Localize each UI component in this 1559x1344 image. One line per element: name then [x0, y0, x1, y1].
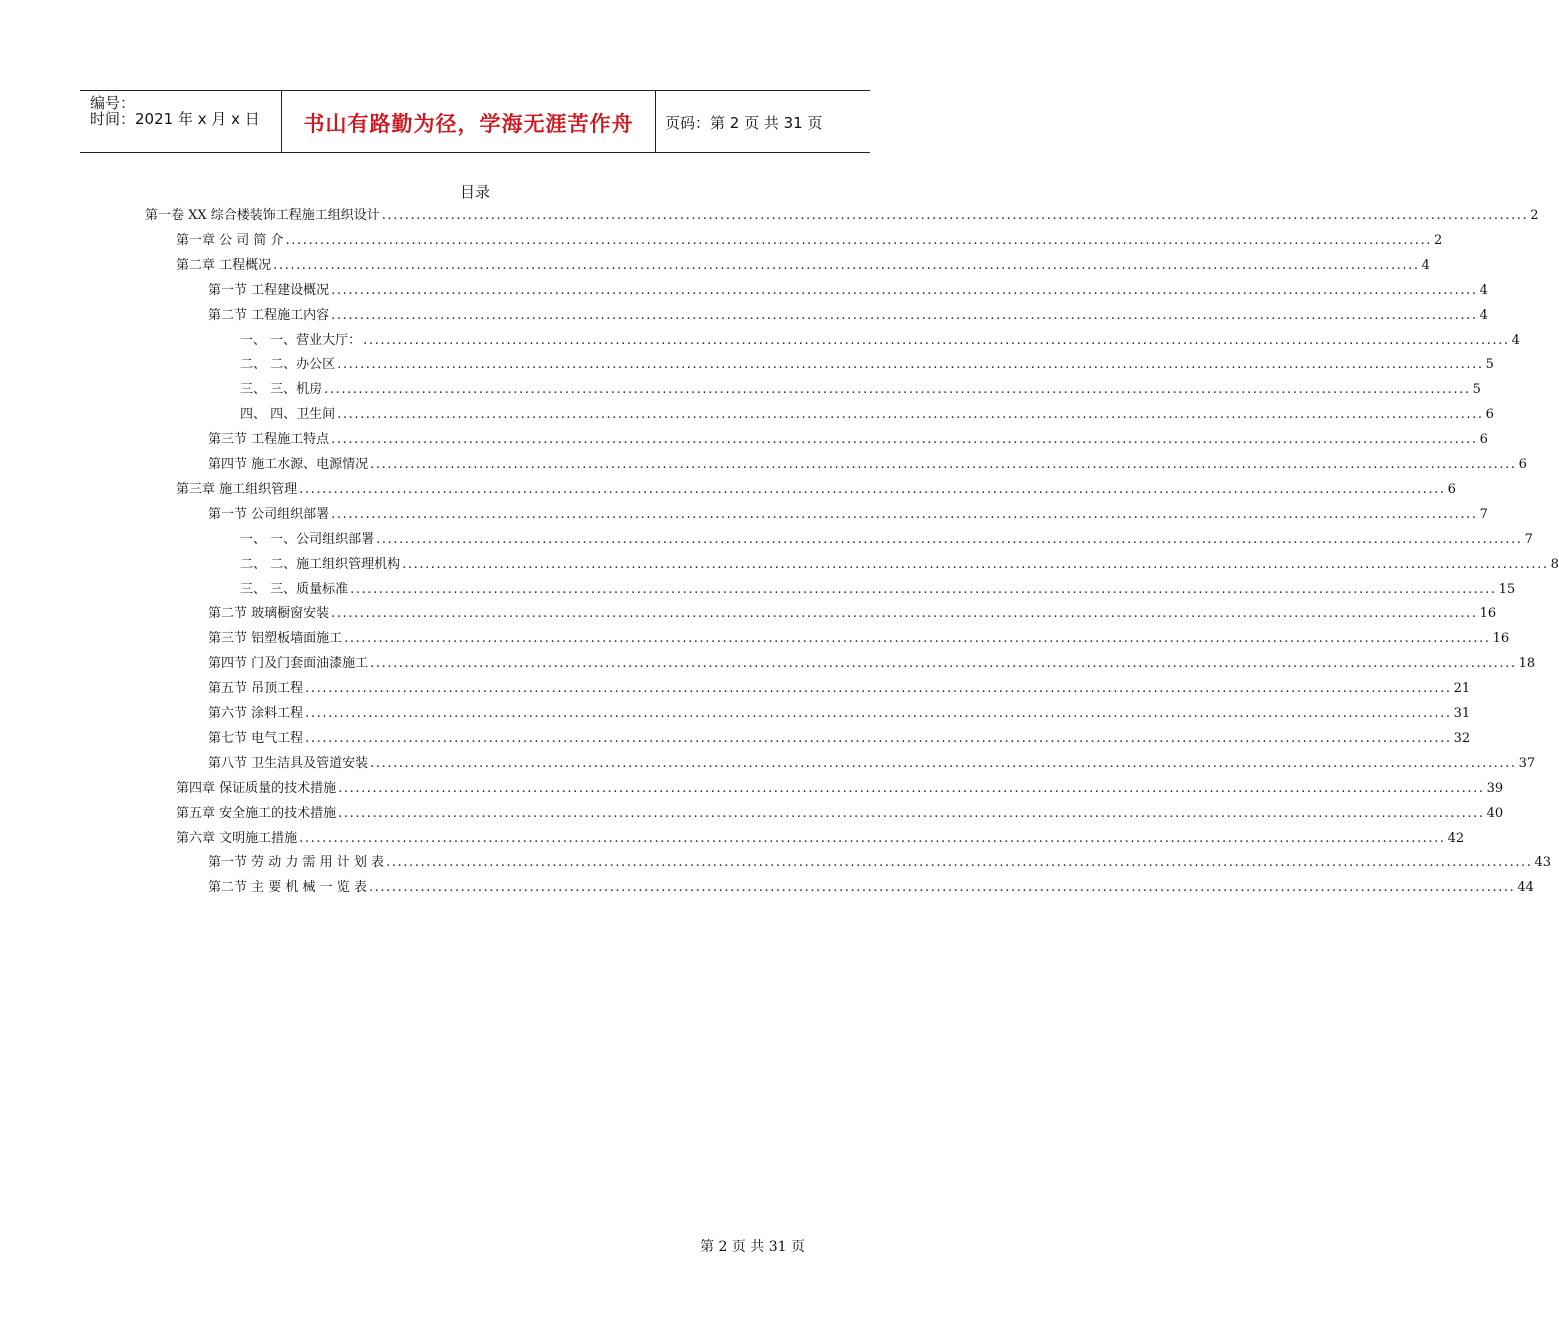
toc-entry-page: 15: [1498, 581, 1516, 597]
toc-entry[interactable]: [176, 780, 1504, 798]
toc-entry-page: 44: [1517, 880, 1534, 896]
toc-entry[interactable]: [208, 630, 1510, 648]
toc-entry-page: 5: [1472, 382, 1481, 398]
header-motto: 书山有路勤为径，学海无涯苦作舟: [303, 112, 634, 136]
toc-entry[interactable]: [208, 879, 1534, 897]
toc-entry-text: 第一节 工程建设概况: [208, 282, 330, 298]
page-footer: 第 2 页 共 31 页: [700, 1239, 805, 1255]
toc-leader-dots: ........................................................................................................................................................................................................: [363, 332, 1510, 348]
toc-leader-dots: ........................................................................................................................................................................................................: [273, 257, 1420, 273]
toc-entry-text: 第三节 铝塑板墙面施工: [208, 631, 343, 647]
toc-leader-dots: ........................................................................................................................................................................................................: [299, 830, 1446, 846]
toc-entry-page: 37: [1518, 755, 1536, 771]
toc-entry-page: 16: [1479, 606, 1497, 622]
toc-entry-page: 39: [1486, 780, 1504, 796]
toc-entry[interactable]: [176, 805, 1504, 823]
toc-leader-dots: ........................................................................................................................................................................................................: [331, 432, 1478, 448]
toc-leader-dots: ........................................................................................................................................................................................................: [370, 656, 1517, 672]
toc-entry[interactable]: [240, 406, 1494, 424]
toc-entry-text: 第三章 施工组织管理: [176, 481, 298, 497]
toc-leader-dots: ........................................................................................................................................................................................................: [368, 880, 1516, 896]
toc-entry-text: 第一章 公 司 简 介: [176, 232, 284, 248]
toc-leader-dots: ........................................................................................................................................................................................................: [305, 730, 1452, 746]
toc-entry[interactable]: [176, 481, 1456, 499]
toc-entry-text: 第四章 保证质量的技术措施: [176, 780, 337, 796]
toc-entry[interactable]: [208, 755, 1536, 773]
toc-entry-page: 7: [1479, 506, 1488, 522]
toc-leader-dots: ........................................................................................................................................................................................................: [331, 506, 1478, 522]
toc-entry-text: 第一节 劳 动 力 需 用 计 划 表: [208, 855, 385, 871]
toc-entry-text: 二、 二、施工组织管理机构: [240, 556, 401, 572]
toc-leader-dots: ........................................................................................................................................................................................................: [370, 457, 1517, 472]
header-meta-cell: [80, 91, 282, 152]
toc-entry-text: 第八节 卫生洁具及管道安装: [208, 755, 369, 771]
toc-entry-text: 第二节 工程施工内容: [208, 307, 330, 323]
toc-entry-text: 第四节 施工水源、电源情况: [208, 457, 369, 472]
toc-entry-page: 2: [1530, 208, 1539, 223]
toc-entry[interactable]: [176, 257, 1430, 275]
toc-entry[interactable]: [240, 332, 1520, 350]
toc-leader-dots: ........................................................................................................................................................................................................: [344, 631, 1491, 647]
toc-entry-text: 四、 四、卫生间: [240, 407, 336, 423]
toc-entry[interactable]: [208, 605, 1497, 623]
toc-entry-text: 第五节 吊顶工程: [208, 681, 304, 697]
toc-entry[interactable]: [240, 381, 1481, 399]
toc-entry[interactable]: [240, 556, 1559, 574]
toc-entry-page: 6: [1447, 481, 1456, 497]
toc-entry-page: 16: [1492, 631, 1510, 647]
toc-entry[interactable]: [240, 531, 1533, 549]
page-header: [80, 90, 870, 153]
toc-entry-text: 二、 二、办公区: [240, 357, 336, 373]
toc-entry[interactable]: [208, 854, 1552, 872]
toc-entry[interactable]: [208, 506, 1488, 524]
document-number-label: 编号：: [90, 94, 136, 112]
toc-entry[interactable]: [208, 705, 1471, 723]
toc-entry-page: 18: [1518, 656, 1536, 672]
toc-leader-dots: ........................................................................................................................................................................................................: [370, 755, 1517, 771]
toc-leader-dots: ........................................................................................................................................................................................................: [331, 606, 1478, 622]
toc-leader-dots: ........................................................................................................................................................................................................: [337, 407, 1484, 423]
toc-entry[interactable]: [176, 232, 1443, 250]
document-date: 时间：2021 年 x 月 x 日: [90, 110, 260, 128]
toc-leader-dots: ........................................................................................................................................................................................................: [331, 282, 1478, 298]
toc-leader-dots: ........................................................................................................................................................................................................: [376, 531, 1523, 547]
toc-leader-dots: ........................................................................................................................................................................................................: [338, 780, 1485, 796]
toc-entry[interactable]: [208, 431, 1488, 449]
toc-entry-text: 第七节 电气工程: [208, 730, 304, 746]
toc-entry[interactable]: [145, 207, 1539, 225]
toc-entry-page: 31: [1453, 706, 1471, 721]
toc-title: 目录: [459, 183, 490, 201]
header-page-cell: [656, 91, 870, 152]
toc-entry-page: 42: [1447, 830, 1465, 846]
toc-entry-text: 第一节 公司组织部署: [208, 506, 330, 522]
toc-leader-dots: ........................................................................................................................................................................................................: [338, 805, 1485, 821]
header-motto-cell: [282, 91, 656, 152]
toc-entry[interactable]: [240, 356, 1494, 374]
toc-entry-page: 32: [1453, 730, 1471, 746]
toc-entry-text: 第四节 门及门套面油漆施工: [208, 656, 369, 672]
toc-entry-page: 4: [1511, 332, 1520, 348]
toc-leader-dots: ........................................................................................................................................................................................................: [331, 307, 1478, 323]
header-page-info: 页码：第 2 页 共 31 页: [665, 114, 823, 132]
toc-entry-text: 第二节 玻璃橱窗安装: [208, 606, 330, 622]
toc-entry-text: 第三节 工程施工特点: [208, 432, 330, 448]
toc-entry-text: 第二节 主 要 机 械 一 览 表: [208, 880, 367, 896]
toc-leader-dots: ........................................................................................................................................................................................................: [324, 382, 1471, 398]
toc-leader-dots: ........................................................................................................................................................................................................: [299, 481, 1446, 497]
toc-entry[interactable]: [176, 830, 1465, 848]
toc-entry-page: 6: [1518, 457, 1527, 472]
toc-entry-page: 43: [1534, 855, 1552, 871]
toc-entry-text: 第二章 工程概况: [176, 257, 272, 273]
toc-entry[interactable]: [208, 282, 1488, 300]
toc-entry-page: 2: [1434, 232, 1443, 248]
toc-entry-page: 5: [1485, 357, 1494, 373]
toc-entry-text: 三、 三、机房: [240, 382, 323, 398]
toc-entry-text: 第五章 安全施工的技术措施: [176, 805, 337, 821]
toc-leader-dots: ........................................................................................................................................................................................................: [337, 357, 1484, 373]
toc-entry-text: 第六章 文明施工措施: [176, 830, 298, 846]
toc-entry[interactable]: [208, 730, 1471, 748]
toc-entry[interactable]: [208, 307, 1488, 325]
toc-entry-text: 一、 一、营业大厅：: [240, 332, 362, 348]
toc-entry[interactable]: [208, 680, 1471, 698]
toc-entry-text: 一、 一、公司组织部署: [240, 531, 375, 547]
toc-entry-text: 第一卷 XX 综合楼装饰工程施工组织设计: [145, 208, 380, 223]
toc-entry-text: 三、 三、质量标准: [240, 581, 349, 597]
toc-leader-dots: ........................................................................................................................................................................................................: [386, 855, 1533, 871]
toc-entry[interactable]: [208, 456, 1527, 474]
toc-entry-page: 6: [1479, 432, 1488, 448]
toc-entry-page: 40: [1486, 805, 1504, 821]
toc-leader-dots: ........................................................................................................................................................................................................: [285, 232, 1432, 248]
toc-entry-page: 7: [1524, 531, 1533, 547]
toc-entry[interactable]: [240, 581, 1516, 599]
toc-entry-page: 6: [1485, 407, 1494, 423]
toc-entry[interactable]: [208, 655, 1536, 673]
toc-entry-text: 第六节 涂料工程: [208, 706, 304, 721]
toc-leader-dots: ........................................................................................................................................................................................................: [305, 681, 1452, 697]
toc-leader-dots: ........................................................................................................................................................................................................: [305, 706, 1452, 721]
toc-leader-dots: ........................................................................................................................................................................................................: [350, 581, 1497, 597]
toc-entry-page: 8: [1550, 556, 1559, 572]
toc-leader-dots: ........................................................................................................................................................................................................: [402, 556, 1549, 572]
toc-entry-page: 4: [1421, 257, 1430, 273]
toc-entry-page: 4: [1479, 282, 1488, 298]
toc-entry-page: 4: [1479, 307, 1488, 323]
toc-leader-dots: ........................................................................................................................................................................................................: [381, 208, 1529, 223]
toc-entry-page: 21: [1453, 681, 1471, 697]
